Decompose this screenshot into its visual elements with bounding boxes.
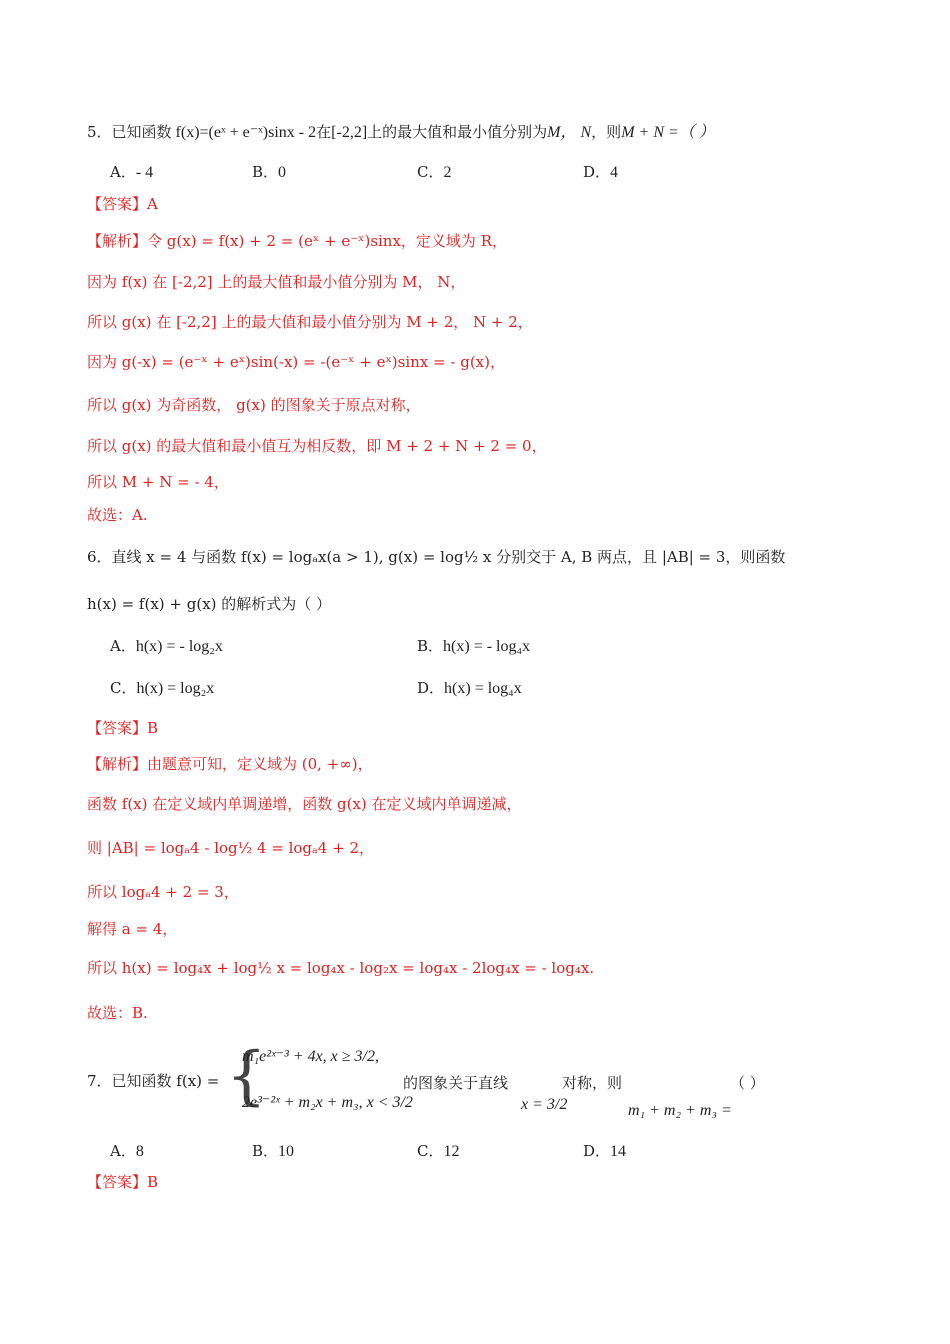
q6-option-a — [110, 636, 223, 657]
q5-option-b-label: B． — [252, 163, 279, 181]
q5-stem-func: f(x)=(eˣ + e⁻ˣ)sinx - 2 — [175, 124, 317, 141]
q5-option-a-label: A． — [110, 163, 136, 181]
q7-stem-end: 对称，则 — [562, 1074, 623, 1092]
q5-stem — [87, 122, 715, 143]
q5-option-c-value: 2 — [443, 164, 452, 181]
q7-option-a-label: A． — [110, 1142, 136, 1160]
q5-analysis-line-5: 所以 g(x) 为奇函数， g(x) 的图象关于原点对称， — [87, 396, 421, 414]
q6-option-a-label: A． — [110, 637, 136, 655]
q5-stem-N: ， N — [560, 124, 592, 141]
q6-option-c-label: C． — [110, 679, 137, 697]
q6-analysis-text-1: 由题意可知，定义域为 (0, +∞)， — [147, 755, 373, 773]
q7-case-2: 2e³⁻²ˣ + m₂x + m₃, x < 3/2 — [242, 1094, 413, 1111]
q7-option-a-value: 8 — [135, 1143, 144, 1160]
q7-option-b-value: 10 — [278, 1143, 295, 1160]
q5-stem-mid2: 上的最大值和最小值分别为 — [367, 123, 548, 141]
q5-stem-prefix: 5．已知函数 — [87, 123, 172, 141]
q7-option-b-label: B． — [252, 1142, 279, 1160]
q7-stem-prefix: 7．已知函数 f(x) = — [87, 1072, 220, 1090]
q6-analysis-line-6: 所以 h(x) = log₄x + log½ x = log₄x - log₂x = log₄x - 2log₄x = - log₄x. — [87, 959, 595, 977]
q6-option-c-value: h(x) = log₂x — [136, 680, 215, 697]
q7-paren: （ ） — [730, 1074, 765, 1092]
q5-option-d-value: 4 — [610, 164, 619, 181]
q6-option-b-label: B． — [417, 637, 444, 655]
q6-option-d — [417, 678, 522, 699]
q7-option-c-label: C． — [417, 1142, 444, 1160]
q5-option-b — [252, 162, 286, 183]
q7-option-d-value: 14 — [610, 1143, 627, 1160]
q5-stem-interval: [-2,2] — [331, 124, 368, 141]
q5-stem-M: M — [547, 124, 561, 141]
q7-option-c — [417, 1141, 459, 1162]
q6-answer: 【答案】B — [87, 719, 159, 737]
q6-option-d-label: D． — [417, 679, 445, 697]
q5-analysis-line-8: 故选：A. — [87, 506, 148, 524]
q7-option-b — [252, 1141, 294, 1162]
q5-analysis-line-7: 所以 M + N = - 4， — [87, 473, 229, 491]
q7-stem-line: x = 3/2 — [521, 1096, 568, 1113]
q6-option-b-value: h(x) = - log₄x — [443, 638, 531, 655]
q6-analysis-line-4: 所以 logₐ4 + 2 = 3， — [87, 883, 239, 901]
q6-option-b — [417, 636, 530, 657]
q6-analysis-line-1 — [87, 754, 373, 774]
q5-option-c — [417, 162, 451, 183]
q5-analysis-line-1 — [87, 231, 507, 251]
q5-stem-expr: M + N =（ ） — [621, 124, 715, 141]
q7-brace: { — [226, 1039, 267, 1113]
q6-stem-line-2: h(x) = f(x) + g(x) 的解析式为（ ） — [87, 595, 332, 613]
q5-option-c-label: C． — [417, 163, 444, 181]
q7-option-c-value: 12 — [443, 1143, 460, 1160]
q7-option-d — [583, 1141, 626, 1162]
q7-stem-expr: m₁ + m₂ + m₃ = — [628, 1102, 732, 1119]
q6-analysis-line-7: 故选：B. — [87, 1004, 148, 1022]
q7-option-a — [110, 1141, 144, 1162]
q7-option-d-label: D． — [583, 1142, 611, 1160]
q5-analysis-text-1: 令 g(x) = f(x) + 2 = (eˣ + e⁻ˣ)sinx，定义域为 R， — [147, 232, 507, 250]
q6-stem-line-1: 6．直线 x = 4 与函数 f(x) = logₐx(a > 1), g(x) = log½ x 分别交于 A, B 两点，且 |AB| = 3，则函数 — [87, 548, 786, 566]
q5-option-a-value: - 4 — [135, 164, 154, 181]
q7-case-1: m₁e²ˣ⁻³ + 4x, x ≥ 3/2, — [242, 1048, 379, 1065]
q5-analysis-line-4: 因为 g(-x) = (e⁻ˣ + eˣ)sin(-x) = -(e⁻ˣ + eˣ)sinx = - g(x)， — [87, 353, 505, 371]
q5-option-a — [110, 162, 153, 183]
q5-analysis-line-6: 所以 g(x) 的最大值和最小值互为相反数，即 M + 2 + N + 2 = 0， — [87, 437, 547, 455]
q7-answer: 【答案】B — [87, 1173, 159, 1191]
q6-analysis-line-5: 解得 a = 4， — [87, 920, 178, 938]
q5-analysis-line-2: 因为 f(x) 在 [-2,2] 上的最大值和最小值分别为 M， N， — [87, 273, 466, 291]
q6-analysis-tag: 【解析】 — [87, 755, 148, 773]
q5-option-b-value: 0 — [278, 164, 287, 181]
q5-option-d — [583, 162, 618, 183]
q5-stem-mid: 在 — [316, 123, 332, 141]
q5-analysis-tag: 【解析】 — [87, 232, 148, 250]
q6-analysis-line-3: 则 |AB| = logₐ4 - log½ 4 = logₐ4 + 2， — [87, 839, 374, 857]
q6-option-a-value: h(x) = - log₂x — [135, 638, 223, 655]
q5-option-d-label: D． — [583, 163, 611, 181]
q7-stem-mid: 的图象关于直线 — [403, 1074, 509, 1092]
q6-option-d-value: h(x) = log₄x — [444, 680, 522, 697]
q5-analysis-line-3: 所以 g(x) 在 [-2,2] 上的最大值和最小值分别为 M + 2， N + 2， — [87, 313, 533, 331]
q6-analysis-line-2: 函数 f(x) 在定义域内单调递增，函数 g(x) 在定义域内单调递减， — [87, 795, 522, 813]
q6-option-c — [110, 678, 214, 699]
q5-answer: 【答案】A — [87, 195, 158, 213]
q5-stem-end: ，则 — [591, 123, 622, 141]
